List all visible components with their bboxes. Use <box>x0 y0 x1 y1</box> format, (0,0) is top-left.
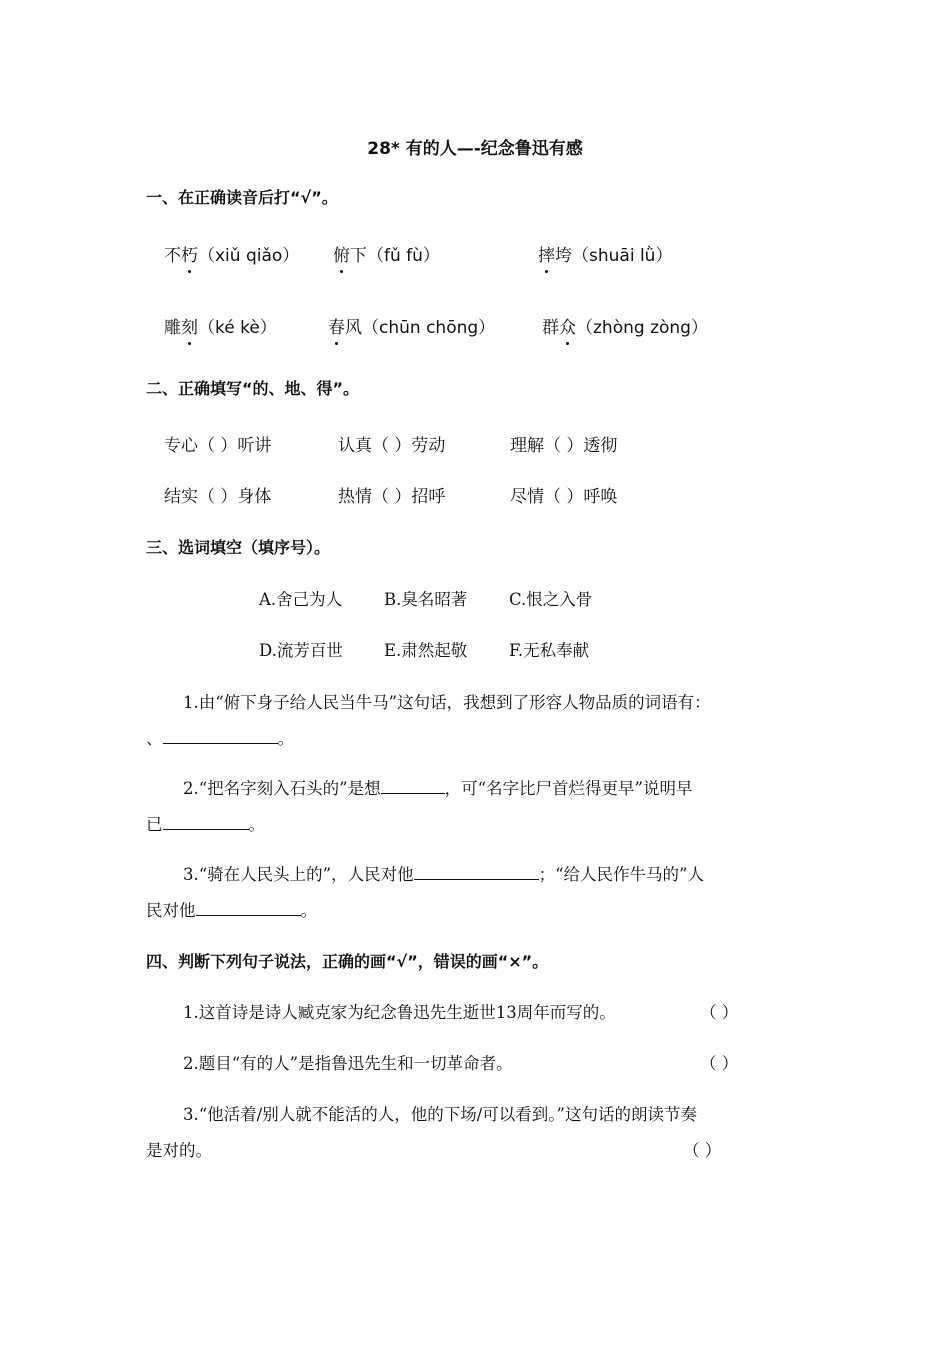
section1-heading: 一、在正确读音后打“√”。 <box>146 188 338 207</box>
word-option: C.恨之入骨 <box>509 590 593 609</box>
word-option: D.流芳百世 <box>259 641 343 660</box>
question-text-part: ，可“名字比尸首烂得更早”说明早 <box>444 779 693 798</box>
pinyin-item <box>542 313 708 338</box>
dotted-char: 摔 <box>538 241 555 266</box>
judge-question: 是对的。 <box>146 1141 212 1160</box>
question-text-part: 。 <box>277 729 294 748</box>
question-text: 1.由“俯下身子给人民当牛马”这句话，我想到了形容人物品质的词语有： <box>183 693 711 712</box>
answer-blank[interactable] <box>163 726 278 744</box>
pinyin-item-post: 垮（shuāi lǜ） <box>555 246 673 266</box>
dotted-char: 刻 <box>181 313 198 338</box>
section2-heading: 二、正确填写“的、地、得”。 <box>146 379 360 398</box>
question-text <box>146 725 294 749</box>
answer-paren[interactable]: （ ） <box>700 1003 739 1022</box>
fill-item: 结实（ ）身体 <box>164 487 272 507</box>
pinyin-item <box>328 313 495 338</box>
answer-blank[interactable] <box>414 862 539 880</box>
question-text <box>183 861 704 885</box>
fill-item: 热情（ ）招呼 <box>338 487 446 507</box>
question-text-part: 民对他 <box>146 901 196 920</box>
judge-question: 1.这首诗是诗人臧克家为纪念鲁迅先生逝世13周年而写的。 <box>183 1003 616 1022</box>
question-text <box>146 897 317 921</box>
word-option: B.臭名昭著 <box>384 590 468 609</box>
answer-blank[interactable] <box>196 898 301 916</box>
fill-item: 认真（ ）劳动 <box>338 436 446 456</box>
question-text-part: 、 <box>146 729 163 748</box>
answer-paren[interactable]: （ ） <box>700 1054 739 1073</box>
fill-item: 理解（ ）透彻 <box>510 436 618 456</box>
answer-blank[interactable] <box>163 812 249 830</box>
pinyin-item-pre: 群 <box>542 318 559 338</box>
question-text-part: 2.“把名字刻入石头的”是想 <box>183 779 381 798</box>
pinyin-item-post: （zhòng zòng） <box>576 318 708 338</box>
dotted-char: 朽 <box>181 241 198 266</box>
dotted-char: 众 <box>559 313 576 338</box>
question-text <box>183 775 693 799</box>
question-text <box>146 811 265 835</box>
dotted-char: 春 <box>328 313 345 338</box>
pinyin-item-pre: 雕 <box>164 318 181 338</box>
question-text-part: 已 <box>146 815 163 834</box>
fill-item: 专心（ ）听讲 <box>164 436 272 456</box>
question-text-part: 。 <box>248 815 265 834</box>
question-text-part: 3.“骑在人民头上的”，人民对他 <box>183 865 414 884</box>
pinyin-item <box>333 241 440 266</box>
pinyin-item-post: （xiǔ qiǎo） <box>198 246 300 266</box>
pinyin-item-post: （ké kè） <box>198 318 277 338</box>
pinyin-item <box>538 241 672 266</box>
page-title: 28* 有的人—-纪念鲁迅有感 <box>367 139 583 159</box>
section4-heading: 四、判断下列句子说法，正确的画“√”，错误的画“×”。 <box>146 952 549 971</box>
word-option: F.无私奉献 <box>509 641 590 660</box>
judge-question: 3.“他活着/别人就不能活的人，他的下场/可以看到。”这句话的朗读节奏 <box>183 1105 697 1124</box>
answer-paren[interactable]: （ ） <box>683 1141 722 1160</box>
fill-item: 尽情（ ）呼唤 <box>510 487 618 507</box>
judge-question: 2.题目“有的人”是指鲁迅先生和一切革命者。 <box>183 1054 513 1073</box>
section3-heading: 三、选词填空（填序号）。 <box>146 538 331 557</box>
question-text-part: 。 <box>300 901 317 920</box>
word-option: A.舍己为人 <box>259 590 343 609</box>
pinyin-item-post: 风（chūn chōng） <box>345 318 496 338</box>
pinyin-item <box>164 241 299 266</box>
pinyin-item <box>164 313 277 338</box>
pinyin-item-post: 下（fǔ fù） <box>350 246 440 266</box>
answer-blank[interactable] <box>381 776 445 794</box>
question-text-part: ；“给人民作牛马的”人 <box>538 865 704 884</box>
word-option: E.肃然起敬 <box>384 641 468 660</box>
dotted-char: 俯 <box>333 241 350 266</box>
pinyin-item-pre: 不 <box>164 246 181 266</box>
